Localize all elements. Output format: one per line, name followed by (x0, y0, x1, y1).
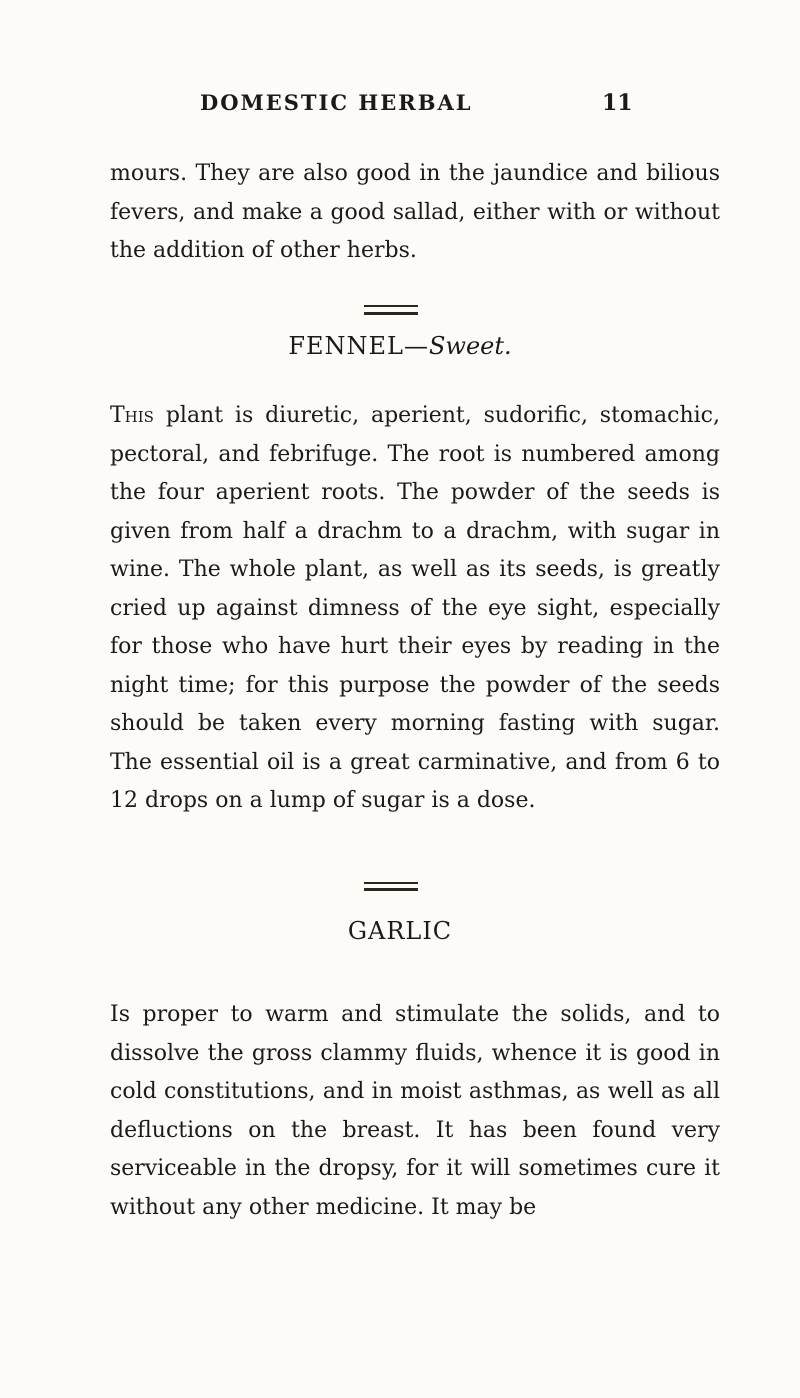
section-heading-fennel (0, 332, 800, 360)
section-divider-rule (364, 305, 418, 307)
heading-title: FENNEL— (288, 332, 429, 360)
fennel-paragraph (110, 397, 720, 821)
continuation-paragraph: mours. They are also good in the jaundice and bilious fevers, and make a good sallad, either with or without the addition of other herbs. (110, 161, 720, 263)
fennel-body-text: plant is diuretic, aperient, sudorific, stomachic, pectoral, and febrifuge. The root is numbered among the four aperient roots. The powder of the seeds is given from half a drachm to a drachm, with sugar in wine. The whole plant, as well as its seeds, is greatly cried up against dimness of the eye sight, especially for those who have hurt their eyes by reading in the night time; for this purpose the powder of the seeds should be taken every morning fasting with sugar. The essential oil is a great carminative, and from 6 to 12 drops on a lump of sugar is a dose. (110, 403, 720, 813)
section-heading-garlic (0, 917, 800, 945)
garlic-paragraph: Is proper to warm and stimulate the solids, and to dissolve the gross clammy fluids, whence it is good in cold constitutions, and in moist asthmas, as well as all defluctions on the breast. It has been found very serviceable in the dropsy, for it will sometimes cure it without any other medicine. It may be (110, 1002, 720, 1220)
heading-subtitle: Sweet. (428, 332, 512, 360)
drop-word: This (110, 403, 154, 428)
heading-title: GARLIC (347, 917, 453, 945)
page-number: 11 (602, 90, 633, 116)
section-divider-rule (364, 312, 418, 315)
section-divider-rule (364, 882, 418, 884)
running-head (0, 90, 800, 130)
section-divider-rule (364, 888, 418, 891)
running-head-title: DOMESTIC HERBAL (200, 90, 473, 115)
